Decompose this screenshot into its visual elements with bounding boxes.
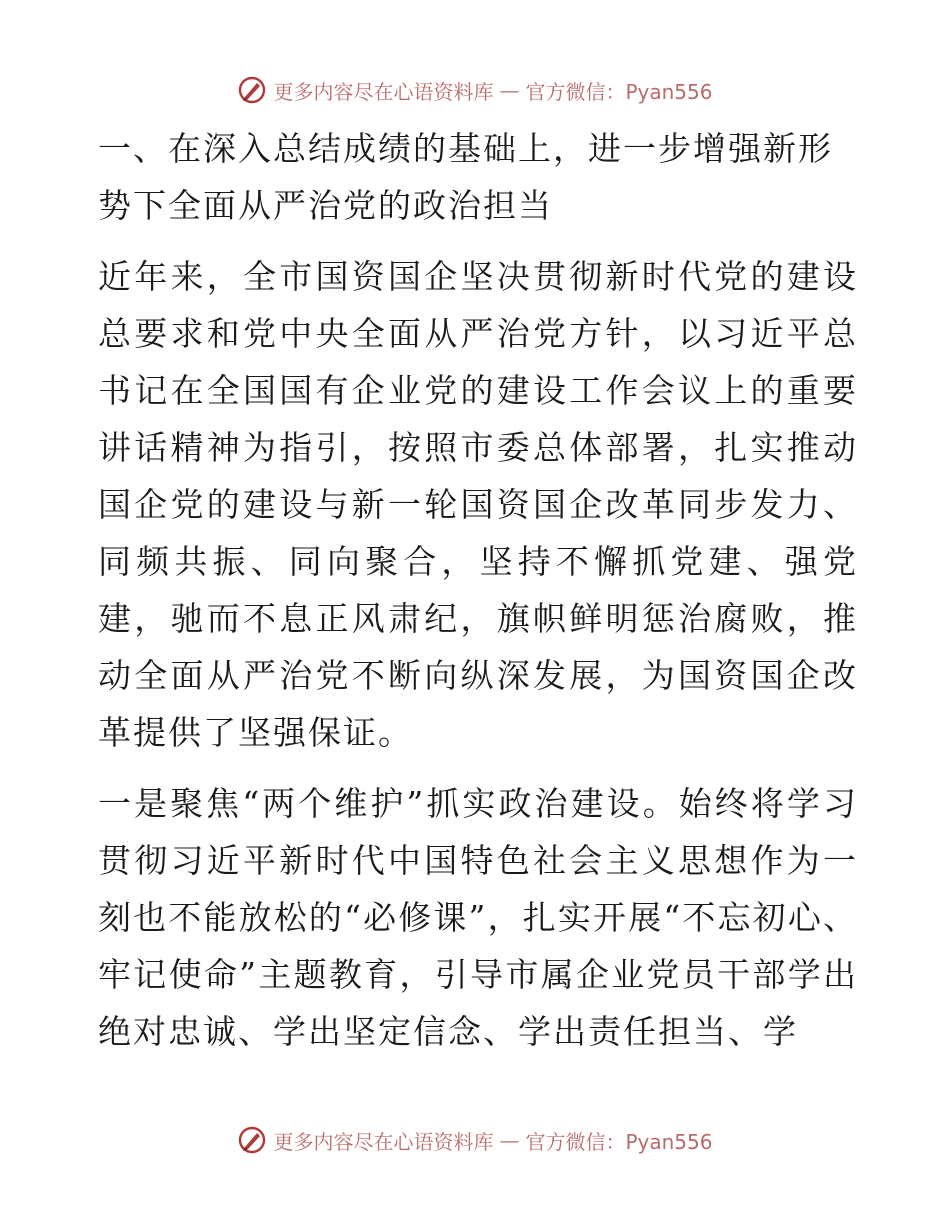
watermark-contact: 官方微信：Pyan556: [525, 79, 713, 104]
section-heading: 一、在深入总结成绩的基础上，进一步增强新形势下全面从严治党的政治担当: [98, 129, 833, 225]
paragraph-2: 一是聚焦“两个维护”抓实政治建设。始终将学习贯彻习近平新时代中国特色社会主义思想作为一刻也不能放松的“必修课”，扎实开展“不忘初心、牢记使命”主题教育，引导市属企业党员干部学出绝对忠诚、学出坚定信念、学出责任担当、学: [98, 784, 858, 1051]
document-body: [98, 120, 858, 1074]
watermark-separator: —: [499, 78, 520, 102]
paragraph-1: 近年来，全市国资国企坚决贯彻新时代党的建设总要求和党中央全面从严治党方针，以习近平总书记在全国国有企业党的建设工作会议上的重要讲话精神为指引，按照市委总体部署，扎实推动国企党的建设与新一轮国资国企改革同步发力、同频共振、同向聚合，坚持不懈抓党建、强党建，驰而不息正风肃纪，旗帜鲜明惩治腐败，推动全面从严治党不断向纵深发展，为国资国企改革提供了坚强保证。: [98, 257, 858, 752]
pen-logo-icon: [237, 1125, 267, 1155]
header-watermark: [0, 72, 950, 108]
watermark-separator: —: [499, 1128, 520, 1152]
watermark-contact: 官方微信：Pyan556: [525, 1129, 713, 1154]
footer-watermark: [0, 1122, 950, 1158]
watermark-brand: 更多内容尽在心语资料库: [273, 1129, 494, 1154]
watermark-brand: 更多内容尽在心语资料库: [273, 79, 494, 104]
pen-logo-icon: [237, 75, 267, 105]
